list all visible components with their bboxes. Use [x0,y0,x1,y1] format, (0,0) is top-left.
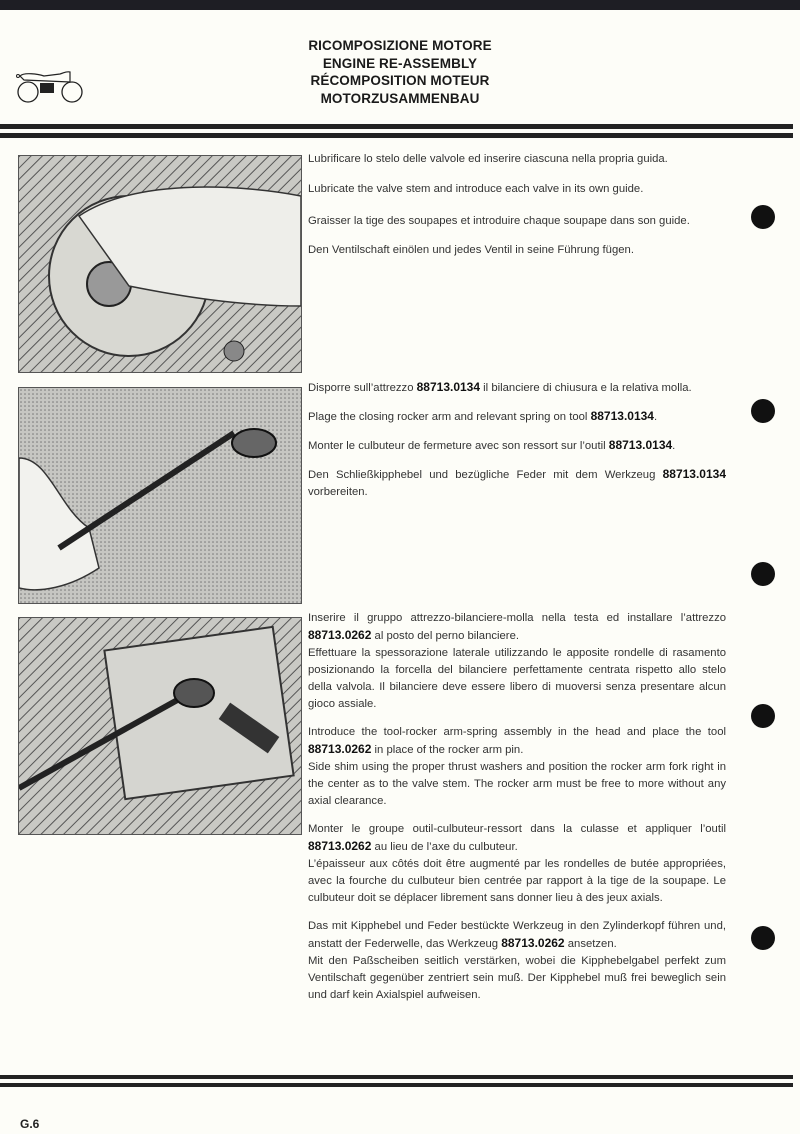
header-rule-top [0,124,793,129]
title-german: MOTORZUSAMMENBAU [320,90,480,106]
footer-rule-bottom [0,1083,793,1087]
title-french: RÉCOMPOSITION MOTEUR [310,73,490,88]
text: Effettuare la spessorazione laterale utilizzando le apposite rondelle di rasamento posizionando la forcella del bilanciere perfettamente centrata rispetto allo stelo della valvola. Il bilanciere deve essere libero di muoversi senza presentare alcun gioco assiale. [308,647,726,710]
text: Das mit Kipphebel und Feder bestückte Werkzeug in den Zylinderkopf führen und, anstatt der Federwelle, das Werkzeug [308,920,726,950]
binder-hole [751,704,775,728]
paragraph-english [308,724,726,810]
text: au lieu de l’axe du culbuteur. [371,841,518,853]
text: Plage the closing rocker arm and relevant spring on tool [308,411,591,423]
text: Side shim using the proper thrust washers and position the rocker arm fork right in the center as to the valve stem. The rocker arm must be free to more without any axial clearance. [308,761,726,807]
page-title [200,37,600,107]
text: il bilanciere di chiusura e la relativa molla. [480,382,692,394]
section-3-text [308,610,726,1004]
tool-code: 88713.0262 [308,839,372,853]
paragraph-english: Lubricate the valve stem and introduce each valve in its own guide. [308,183,644,195]
paragraph-italian [308,379,726,397]
tool-code: 88713.0262 [308,742,372,756]
paragraph-italian: Lubrificare lo stelo delle valvole ed inserire ciascuna nella propria guida. [308,153,668,165]
footer-rule-top [0,1075,793,1079]
text: al posto del perno bilanciere. [371,630,519,642]
tool-code: 88713.0134 [416,380,481,394]
tool-code: 88713.0262 [308,628,372,642]
text: . [653,411,658,423]
title-english: ENGINE RE-ASSEMBLY [322,55,478,71]
binder-hole [751,205,775,229]
paragraph-italian [308,610,726,713]
paragraph-german [308,466,726,501]
section-1-text [308,151,726,259]
text: Mit den Paßscheiben seitlich verstärken, wobei die Kipphebelgabel perfekt zum Ventilschaft gegenüber zentriert sein muß. Der Kipphebel muß frei beweglich sein und darf kein Axialspiel aufweisen. [308,955,726,1001]
title-italian: RICOMPOSIZIONE MOTORE [308,38,492,53]
text: in place of the rocker arm pin. [371,744,524,756]
text: Introduce the tool-rocker arm-spring assembly in the head and place the tool [308,726,726,738]
paragraph-english [308,408,726,426]
tool-code: 88713.0134 [590,409,654,423]
text: Monter le culbuteur de fermeture avec son ressort sur l’outil [308,440,609,452]
binder-hole [751,399,775,423]
photo-tool-in-head [18,617,302,835]
page-number: G.6 [20,1117,40,1131]
paragraph-french [308,437,726,455]
paragraph-french: Graisser la tige des soupapes et introduire chaque soupape dans son guide. [308,215,690,227]
text: L’épaisseur aux côtés doit être augmenté par les rondelles de butée appropriées, avec la fourche du culbuteur bien centrée par rapport à la tige de la soupape. Le culbuteur doit se déplacer librement sans donner lieu à des jeux axials. [308,858,726,904]
tool-code: 88713.0262 [501,936,565,950]
motorcycle-icon [14,68,86,104]
binder-hole [751,562,775,586]
paragraph-german: Den Ventilschaft einölen und jedes Ventil in seine Führung fügen. [308,244,634,256]
section-2-text [308,379,726,501]
photo-valve-insertion [18,155,302,373]
text: . [672,440,676,452]
binder-hole [751,926,775,950]
paragraph-german [308,918,726,1004]
text: Inserire il gruppo attrezzo-bilanciere-molla nella testa ed installare l’attrezzo [308,612,726,624]
photo-rocker-arm-on-tool [18,387,302,604]
text: Den Schließkipphebel und bezügliche Feder mit dem Werkzeug [308,469,663,481]
header-rule-bottom [0,133,793,138]
scan-top-edge [0,0,800,10]
tool-code: 88713.0134 [608,438,673,452]
text: ansetzen. [564,938,617,950]
text: Monter le groupe outil-culbuteur-ressort dans la culasse et appliquer l’outil [308,823,726,835]
tool-code: 88713.0134 [662,467,726,481]
text: Disporre sull’attrezzo [308,382,417,394]
text: vorbereiten. [308,486,368,498]
paragraph-french [308,821,726,907]
